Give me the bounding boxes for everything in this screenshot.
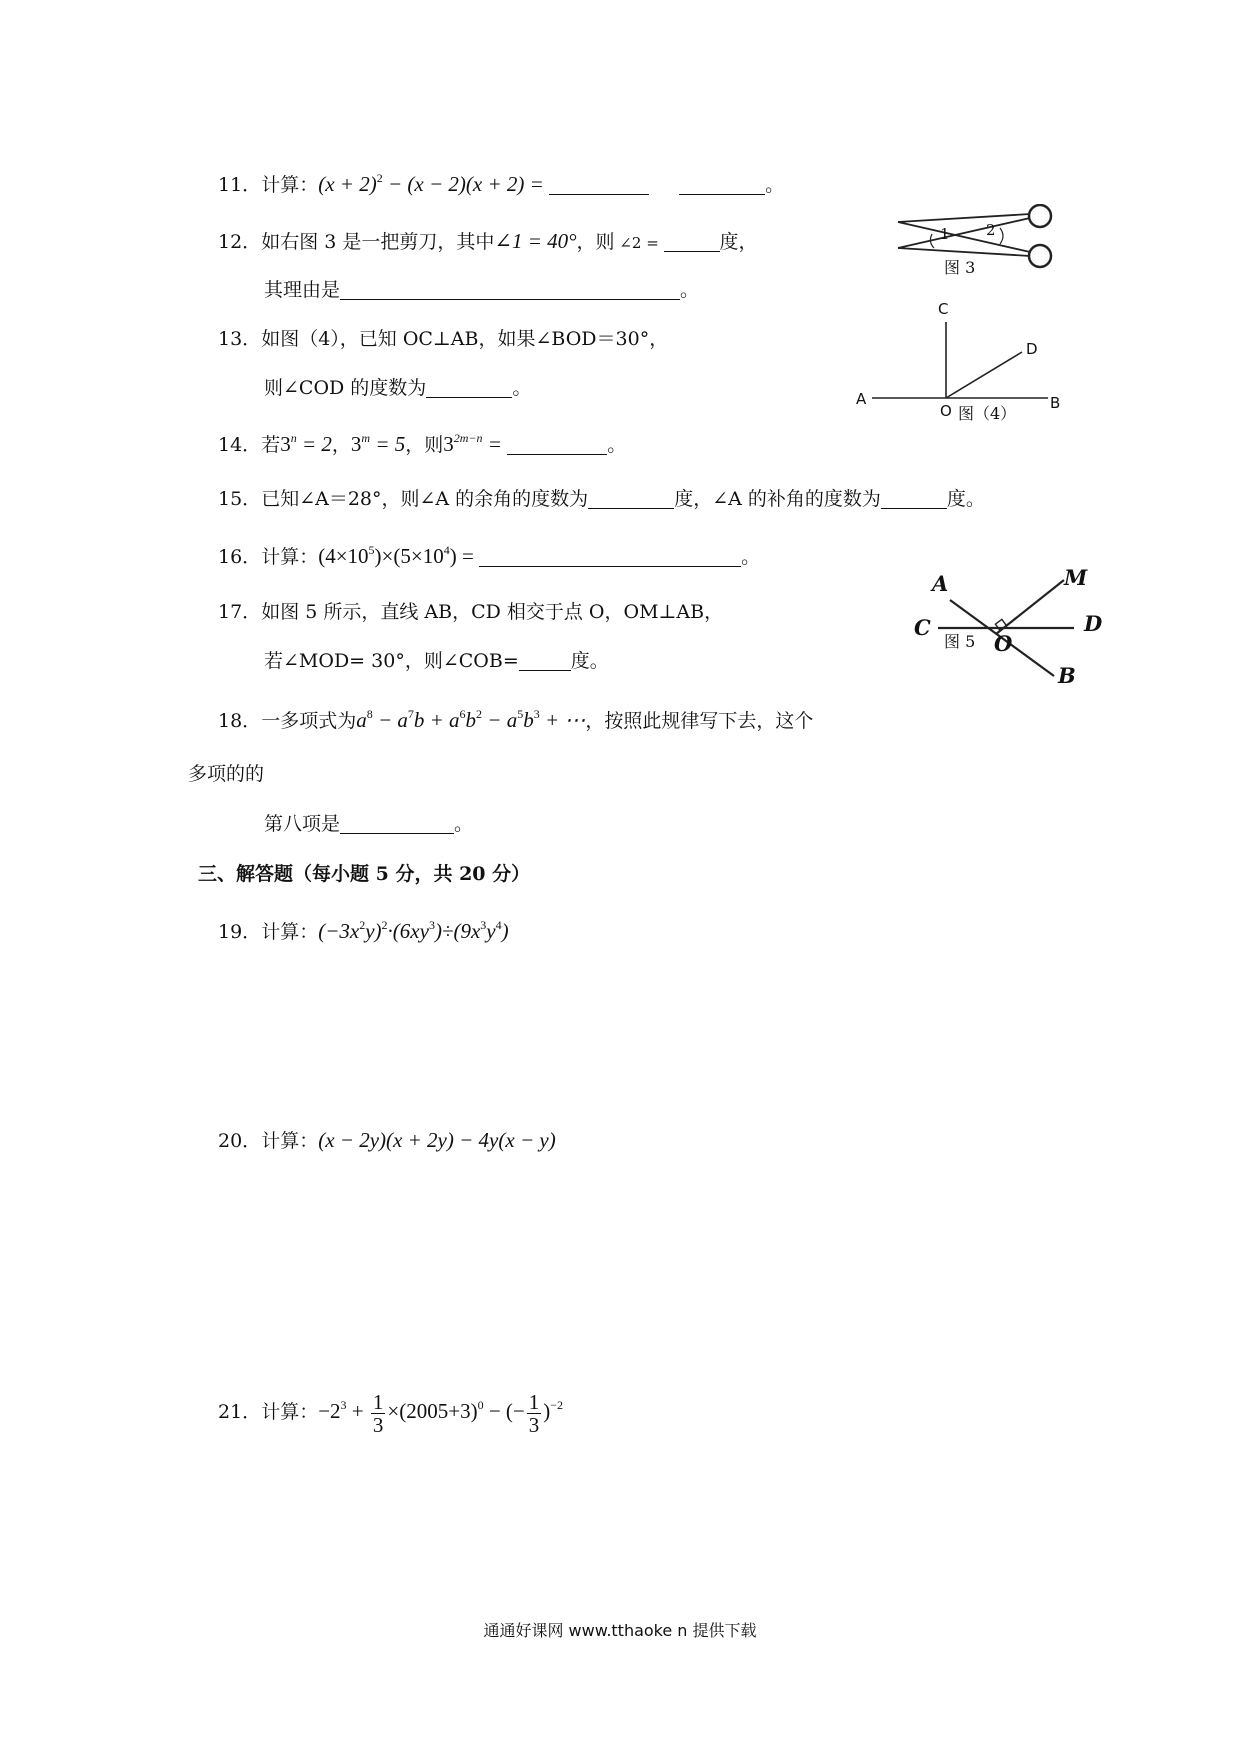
- fig3-caption: 图 3: [944, 258, 976, 277]
- math-expression: $3^{2m-n}$ =: [443, 431, 508, 456]
- math-expression: $-2^3$ + $\frac{1}{3}$ $\times(2005+3)^0$ − (− $\frac{1}{3}$ )$^{-2}$: [318, 1389, 564, 1437]
- fig3-label-1: 1: [940, 225, 950, 243]
- question-text: ，则: [576, 231, 615, 253]
- question-text: 其理由是: [264, 279, 341, 301]
- question-14: [218, 430, 626, 459]
- math-expression: (x − 2y)(x + 2y) − 4y(x − y): [318, 1128, 556, 1152]
- question-number: 15．: [218, 488, 262, 510]
- question-number: 18．: [218, 710, 262, 732]
- question-lead: 计算：: [261, 921, 319, 943]
- answer-blank: [549, 174, 649, 195]
- question-number: 16．: [218, 546, 262, 568]
- question-number: 12．: [218, 231, 262, 253]
- question-21: [218, 1384, 563, 1439]
- fig4-label-c: C: [938, 300, 949, 318]
- question-text: 度，∠A 的补角的度数为: [674, 488, 881, 510]
- answer-blank: [881, 488, 947, 509]
- fig5-label-a: A: [932, 571, 949, 596]
- section-title: 三、解答题（每小题 5 分，共 20 分）: [198, 863, 531, 885]
- question-13: [218, 325, 668, 353]
- fig3-label-2: 2: [986, 221, 996, 239]
- question-13-line2: [264, 374, 531, 402]
- question-lead: 计算：: [261, 1401, 319, 1423]
- figure-5: [914, 560, 1104, 688]
- math-expression: $(x + 2)^2 - (x - 2)(x + 2)$ =: [318, 171, 550, 196]
- question-text: ，: [331, 434, 351, 456]
- question-text: 度。: [946, 488, 985, 510]
- math-expression: ∠2 =: [614, 234, 664, 252]
- answer-blank: [519, 650, 571, 671]
- fig5-label-o: O: [994, 631, 1013, 656]
- answer-blank: [340, 813, 454, 834]
- answer-blank: [340, 279, 680, 300]
- question-lead: 计算：: [261, 174, 319, 196]
- question-15: [218, 485, 985, 513]
- figure-3-scissors: [880, 204, 1060, 286]
- question-end: 度。: [570, 650, 609, 672]
- math-expression: $3^m = 5$: [350, 431, 406, 456]
- question-18-line2: [188, 760, 264, 788]
- question-text: 已知∠A＝28°，则∠A 的余角的度数为: [261, 488, 589, 510]
- question-text: 多项的的: [188, 763, 265, 785]
- question-text: 若: [261, 434, 281, 456]
- page-footer: 通通好课网 www.tthaoke n 提供下载: [483, 1621, 757, 1640]
- question-text: 一多项式为: [261, 710, 357, 732]
- question-end: 。: [680, 279, 700, 301]
- question-text: 如图 5 所示，直线 AB，CD 相交于点 O，OM⊥AB，: [261, 601, 724, 623]
- math-expression: $(4\times 10^5)\times(5\times 10^4)$ =: [318, 543, 480, 568]
- fig5-label-b: B: [1058, 663, 1076, 688]
- answer-blank: [507, 434, 607, 455]
- question-17: [218, 598, 723, 626]
- question-12: [218, 227, 758, 257]
- question-16: [218, 542, 760, 571]
- question-text: 第八项是: [264, 813, 341, 835]
- question-20: [218, 1126, 556, 1155]
- question-12-line2: [264, 276, 699, 304]
- answer-blank: [588, 488, 674, 509]
- question-18-line3: [264, 810, 473, 838]
- question-end: 。: [741, 546, 761, 568]
- answer-blank: [479, 546, 741, 567]
- math-expression: ∠1 = 40°: [494, 229, 577, 253]
- question-17-line2: [264, 647, 609, 675]
- answer-blank: [679, 174, 765, 195]
- question-lead: 计算：: [261, 546, 319, 568]
- question-text: ，按照此规律写下去，这个: [585, 710, 814, 732]
- fig5-label-m: M: [1064, 565, 1088, 590]
- fig4-label-b: B: [1050, 394, 1061, 412]
- question-end: 。: [607, 434, 627, 456]
- answer-blank: [426, 377, 512, 398]
- question-number: 11．: [218, 174, 262, 196]
- question-end: 。: [512, 377, 532, 399]
- question-text: 如图（4），已知 OC⊥AB，如果∠BOD＝30°，: [261, 328, 669, 350]
- question-end: 。: [765, 174, 785, 196]
- math-expression: $a^8 - a^7b + a^6b^2 - a^5b^3$ + ⋯: [356, 707, 586, 732]
- question-end: 。: [454, 813, 474, 835]
- question-lead: 计算：: [261, 1130, 319, 1152]
- question-text: 度，: [719, 231, 758, 253]
- question-text: ，则: [405, 434, 444, 456]
- fig5-label-c: C: [914, 615, 931, 640]
- answer-blank: [664, 231, 720, 252]
- fig5-caption: 图 5: [944, 632, 976, 651]
- question-11: [218, 170, 784, 199]
- figure-4: [854, 300, 1064, 430]
- question-number: 17．: [218, 601, 262, 623]
- question-text: 若∠MOD= 30°，则∠COB=: [264, 650, 519, 672]
- fig4-label-o: O: [940, 402, 952, 420]
- math-expression: $3^n = 2$: [280, 431, 332, 456]
- question-19: [218, 917, 509, 946]
- math-expression: $(-3x^2y)^2\cdot(6xy^3)\div(9x^3y^4)$: [318, 918, 509, 943]
- question-number: 21．: [218, 1401, 262, 1423]
- question-number: 13．: [218, 328, 262, 350]
- question-18: [218, 706, 813, 735]
- question-number: 19．: [218, 921, 262, 943]
- question-number: 14．: [218, 434, 262, 456]
- section-heading: [198, 860, 530, 888]
- question-text: 则∠COD 的度数为: [264, 377, 427, 399]
- fig4-label-a: A: [856, 390, 867, 408]
- fig4-caption: 图（4）: [958, 404, 1017, 423]
- question-text: 如右图 3 是一把剪刀，其中: [261, 231, 495, 253]
- fig5-label-d: D: [1084, 611, 1103, 636]
- fig4-label-d: D: [1026, 340, 1038, 358]
- question-number: 20．: [218, 1130, 262, 1152]
